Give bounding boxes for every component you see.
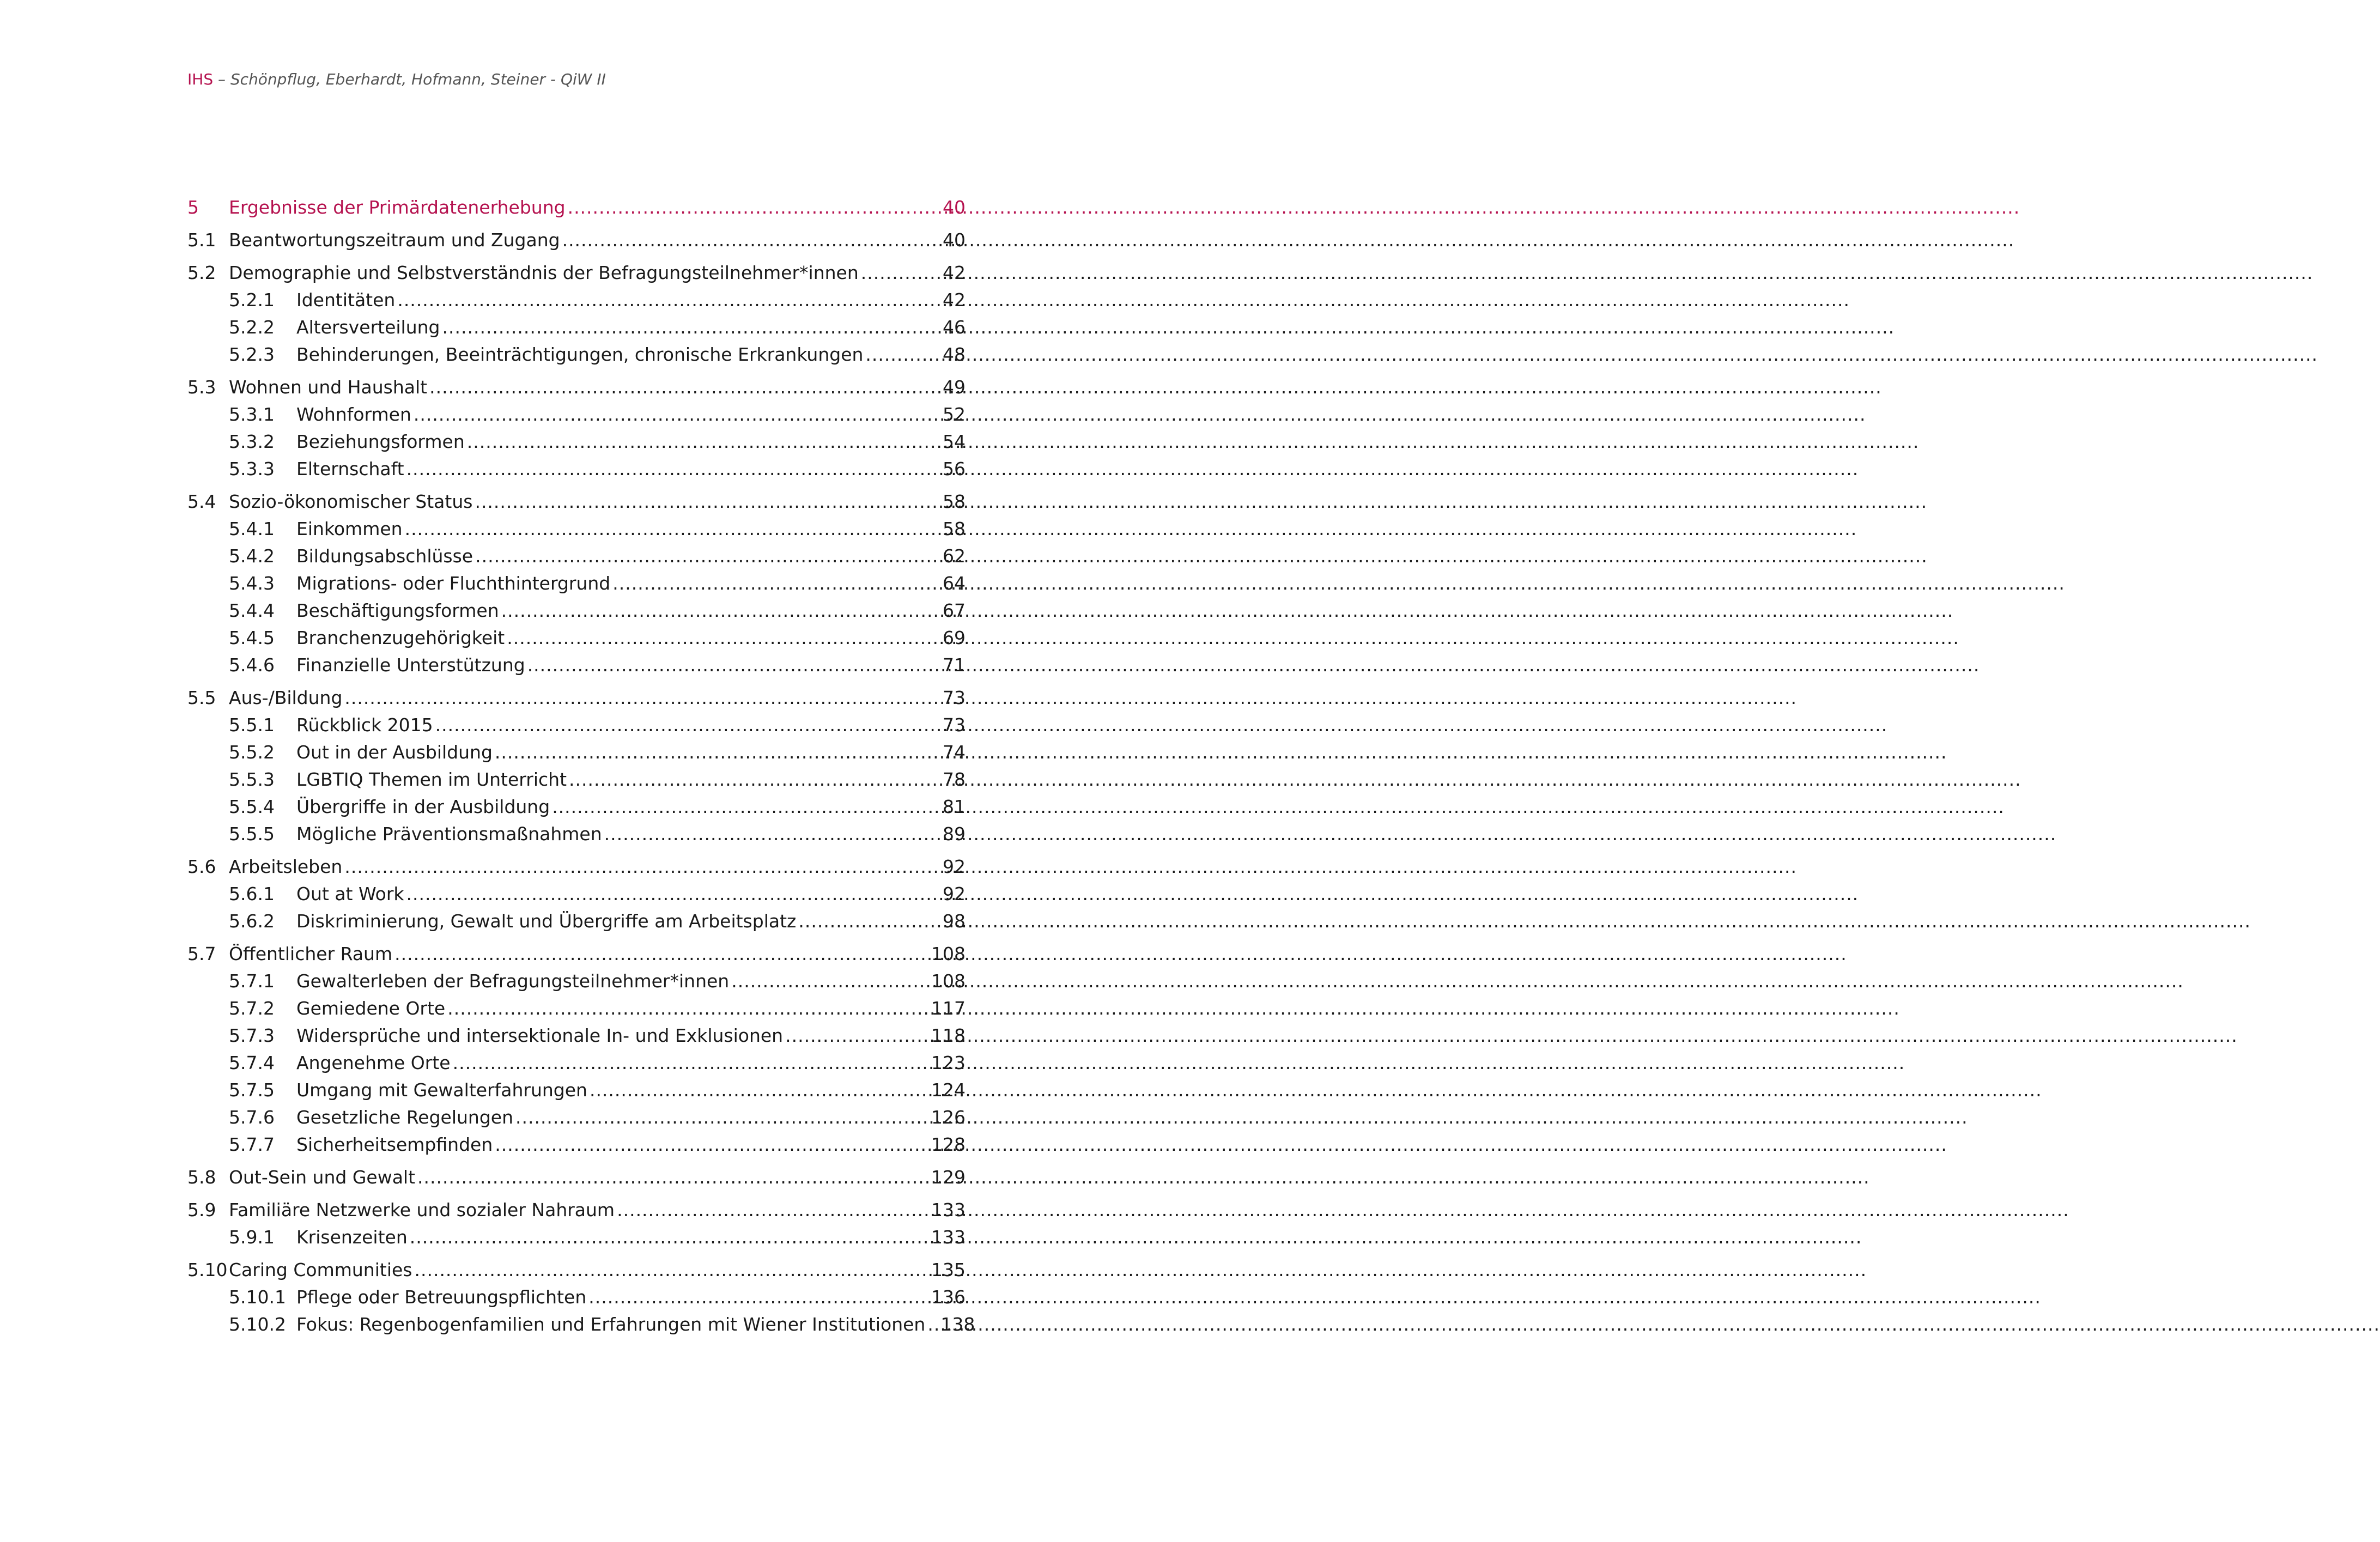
toc-entry-number: 5 <box>187 197 199 218</box>
toc-entry-page: 74 <box>943 742 966 763</box>
toc-entry-page: 48 <box>943 344 966 365</box>
toc-entry-page: 123 <box>931 1052 966 1073</box>
toc-entry-title: Rückblick 2015 <box>296 714 433 736</box>
toc-entry-number: 5.2.1 <box>229 289 275 311</box>
toc-entry[interactable] <box>187 712 966 739</box>
dot-leader <box>394 940 929 968</box>
toc-entry[interactable] <box>187 488 966 515</box>
toc-entry[interactable] <box>187 1164 966 1191</box>
toc-entry-number: 5.7.1 <box>229 970 275 992</box>
dot-leader <box>731 968 929 995</box>
toc-entry[interactable] <box>187 1224 966 1251</box>
toc-entry[interactable] <box>187 374 966 401</box>
table-of-contents <box>187 194 975 1338</box>
toc-entry-title: Öffentlicher Raum <box>229 943 393 964</box>
toc-entry-number: 5.9.1 <box>229 1227 275 1248</box>
dot-leader <box>405 515 940 543</box>
toc-entry-page: 92 <box>943 883 966 904</box>
toc-entry-page: 40 <box>943 197 966 218</box>
toc-entry[interactable] <box>187 194 966 221</box>
toc-entry[interactable] <box>187 995 966 1022</box>
toc-entry-number: 5.6 <box>187 856 216 877</box>
toc-entry-title: Übergriffe in der Ausbildung <box>296 796 550 817</box>
dot-leader <box>475 543 940 570</box>
toc-entry[interactable] <box>187 881 966 908</box>
toc-entry-page: 108 <box>931 943 966 964</box>
dot-leader <box>495 1131 929 1158</box>
toc-entry-page: 54 <box>943 431 966 452</box>
toc-entry-title: Finanzielle Unterstützung <box>296 654 525 676</box>
toc-entry-page: 98 <box>943 910 966 932</box>
toc-entry-number: 5.3.3 <box>229 458 275 479</box>
toc-entry[interactable] <box>187 739 966 766</box>
toc-entry[interactable] <box>187 940 966 968</box>
toc-entry-title: Migrations- oder Fluchthintergrund <box>296 573 611 594</box>
toc-entry-page: 108 <box>931 970 966 992</box>
dot-leader <box>569 766 940 793</box>
toc-entry-title: Mögliche Präventionsmaßnahmen <box>296 823 602 845</box>
toc-entry-title: Umgang mit Gewalterfahrungen <box>296 1079 587 1101</box>
toc-entry-number: 5.4.4 <box>229 600 275 621</box>
toc-entry-page: 40 <box>943 229 966 251</box>
toc-entry-number: 5.2.2 <box>229 317 275 338</box>
dot-leader <box>527 652 940 679</box>
header-org: IHS <box>187 70 214 88</box>
toc-entry-title: Wohnformen <box>296 404 411 425</box>
dot-leader <box>417 1164 929 1191</box>
toc-entry-page: 135 <box>931 1259 966 1280</box>
toc-entry-number: 5.7.6 <box>229 1107 275 1128</box>
toc-entry-number: 5.4.5 <box>229 627 275 648</box>
toc-entry-title: Pflege oder Betreuungspflichten <box>296 1286 587 1308</box>
toc-entry-page: 69 <box>943 627 966 648</box>
toc-entry-page: 133 <box>931 1199 966 1221</box>
toc-entry-title: Einkommen <box>296 518 403 539</box>
toc-entry-page: 52 <box>943 404 966 425</box>
toc-entry[interactable] <box>187 766 966 793</box>
toc-entry-title: Elternschaft <box>296 458 404 479</box>
dot-leader <box>798 908 940 935</box>
dot-leader <box>406 881 940 908</box>
dot-leader <box>861 259 940 287</box>
toc-entry-number: 5.3.2 <box>229 431 275 452</box>
dot-leader <box>604 821 940 848</box>
toc-entry[interactable] <box>187 1197 966 1224</box>
dot-leader <box>568 194 940 221</box>
toc-entry-number: 5.7 <box>187 943 216 964</box>
toc-entry[interactable] <box>187 287 966 314</box>
toc-entry-page: 73 <box>943 687 966 708</box>
toc-entry[interactable] <box>187 793 966 821</box>
toc-entry-page: 71 <box>943 654 966 676</box>
toc-entry-number: 5.3 <box>187 377 216 398</box>
toc-entry-title: Altersverteilung <box>296 317 440 338</box>
dot-leader <box>453 1049 929 1077</box>
toc-entry-number: 5.5.5 <box>229 823 275 845</box>
dot-leader <box>785 1022 929 1049</box>
toc-entry[interactable] <box>187 570 966 597</box>
toc-entry-number: 5.9 <box>187 1199 216 1221</box>
dot-leader <box>475 488 940 515</box>
dot-leader <box>588 1284 929 1311</box>
toc-entry-page: 56 <box>943 458 966 479</box>
toc-entry[interactable] <box>187 853 966 881</box>
toc-entry-page: 118 <box>931 1025 966 1046</box>
toc-entry-page: 64 <box>943 573 966 594</box>
toc-entry[interactable] <box>187 821 966 848</box>
toc-entry-title: Sozio-ökonomischer Status <box>229 491 473 512</box>
toc-entry[interactable] <box>187 597 966 624</box>
toc-entry-title: LGBTIQ Themen im Unterricht <box>296 769 567 790</box>
toc-entry[interactable] <box>187 1049 966 1077</box>
toc-entry-title: Widersprüche und intersektionale In- und Exklusionen <box>296 1025 784 1046</box>
toc-entry[interactable] <box>187 652 966 679</box>
toc-entry-title: Aus-/Bildung <box>229 687 343 708</box>
dot-leader <box>617 1197 929 1224</box>
dot-leader <box>865 341 940 368</box>
toc-entry-page: 81 <box>943 796 966 817</box>
toc-entry[interactable] <box>187 968 966 995</box>
toc-entry-page: 42 <box>943 262 966 283</box>
toc-entry-number: 5.5.3 <box>229 769 275 790</box>
toc-entry-page: 46 <box>943 317 966 338</box>
dot-leader <box>442 314 940 341</box>
dot-leader <box>447 995 929 1022</box>
dot-leader <box>612 570 940 597</box>
toc-entry-number: 5.1 <box>187 229 216 251</box>
toc-entry-title: Gesetzliche Regelungen <box>296 1107 513 1128</box>
toc-entry[interactable] <box>187 1022 966 1049</box>
toc-entry-title: Beantwortungszeitraum und Zugang <box>229 229 560 251</box>
toc-entry-number: 5.5 <box>187 687 216 708</box>
toc-entry[interactable] <box>187 1311 975 1338</box>
toc-entry-title: Caring Communities <box>229 1259 412 1280</box>
toc-entry-number: 5.5.4 <box>229 796 275 817</box>
toc-entry-title: Beschäftigungsformen <box>296 600 499 621</box>
toc-entry[interactable] <box>187 1284 966 1311</box>
toc-entry-page: 92 <box>943 856 966 877</box>
toc-entry-title: Beziehungsformen <box>296 431 465 452</box>
toc-entry-page: 89 <box>943 823 966 845</box>
toc-entry-number: 5.5.2 <box>229 742 275 763</box>
toc-entry-title: Fokus: Regenbogenfamilien und Erfahrungen mit Wiener Institutionen <box>296 1314 926 1335</box>
toc-entry-title: Angenehme Orte <box>296 1052 451 1073</box>
header-authors: – Schönpflug, Eberhardt, Hofmann, Steiner - QiW II <box>213 70 606 88</box>
dot-leader <box>344 853 940 881</box>
toc-entry-number: 5.8 <box>187 1167 216 1188</box>
running-header <box>187 70 606 89</box>
toc-entry-title: Identitäten <box>296 289 396 311</box>
dot-leader <box>397 287 940 314</box>
toc-entry-title: Ergebnisse der Primärdatenerhebung <box>229 197 566 218</box>
toc-entry-number: 5.3.1 <box>229 404 275 425</box>
toc-entry-title: Diskriminierung, Gewalt und Übergriffe am Arbeitsplatz <box>296 910 797 932</box>
dot-leader <box>515 1104 929 1131</box>
toc-entry[interactable] <box>187 1256 966 1284</box>
dot-leader <box>552 793 940 821</box>
toc-entry-page: 49 <box>943 377 966 398</box>
toc-entry-number: 5.2 <box>187 262 216 283</box>
toc-entry-title: Arbeitsleben <box>229 856 343 877</box>
dot-leader <box>467 428 940 456</box>
toc-entry[interactable] <box>187 543 966 570</box>
dot-leader <box>344 684 940 712</box>
toc-entry-page: 126 <box>931 1107 966 1128</box>
toc-entry-number: 5.2.3 <box>229 344 275 365</box>
toc-entry-title: Gemiedene Orte <box>296 998 446 1019</box>
dot-leader <box>414 1256 929 1284</box>
toc-entry[interactable] <box>187 908 966 935</box>
dot-leader <box>429 374 940 401</box>
toc-entry[interactable] <box>187 1131 966 1158</box>
toc-entry-number: 5.4 <box>187 491 216 512</box>
toc-entry-page: 58 <box>943 491 966 512</box>
toc-entry-number: 5.7.2 <box>229 998 275 1019</box>
toc-entry-number: 5.6.1 <box>229 883 275 904</box>
dot-leader <box>501 597 940 624</box>
toc-entry-number: 5.7.3 <box>229 1025 275 1046</box>
toc-entry-number: 5.4.2 <box>229 545 275 567</box>
dot-leader <box>507 624 940 652</box>
toc-entry[interactable] <box>187 456 966 483</box>
toc-entry[interactable] <box>187 515 966 543</box>
toc-entry-title: Demographie und Selbstverständnis der Befragungsteilnehmer*innen <box>229 262 859 283</box>
toc-entry[interactable] <box>187 684 966 712</box>
toc-entry[interactable] <box>187 401 966 428</box>
toc-entry-title: Out in der Ausbildung <box>296 742 493 763</box>
toc-entry-number: 5.7.7 <box>229 1134 275 1155</box>
toc-entry-page: 42 <box>943 289 966 311</box>
toc-entry-number: 5.10 <box>187 1259 228 1280</box>
toc-entry-number: 5.4.3 <box>229 573 275 594</box>
toc-entry-page: 128 <box>931 1134 966 1155</box>
toc-entry-number: 5.4.1 <box>229 518 275 539</box>
dot-leader <box>562 227 940 254</box>
dot-leader <box>410 1224 929 1251</box>
toc-entry-title: Krisenzeiten <box>296 1227 408 1248</box>
toc-entry-page: 58 <box>943 518 966 539</box>
dot-leader <box>414 401 940 428</box>
dot-leader <box>927 1311 938 1338</box>
toc-entry[interactable] <box>187 341 966 368</box>
toc-entry-number: 5.6.2 <box>229 910 275 932</box>
toc-entry-title: Branchenzugehörigkeit <box>296 627 505 648</box>
dot-leader <box>406 456 940 483</box>
toc-entry-number: 5.5.1 <box>229 714 275 736</box>
toc-entry-number: 5.7.4 <box>229 1052 275 1073</box>
toc-entry-page: 73 <box>943 714 966 736</box>
toc-entry-page: 138 <box>940 1314 975 1335</box>
dot-leader <box>495 739 940 766</box>
toc-entry-number: 5.7.5 <box>229 1079 275 1101</box>
toc-entry-title: Behinderungen, Beeinträchtigungen, chronische Erkrankungen <box>296 344 864 365</box>
toc-entry-title: Out at Work <box>296 883 404 904</box>
toc-entry[interactable] <box>187 227 966 254</box>
toc-entry[interactable] <box>187 314 966 341</box>
dot-leader <box>590 1077 929 1104</box>
toc-entry[interactable] <box>187 259 966 287</box>
toc-entry-number: 5.4.6 <box>229 654 275 676</box>
toc-entry-title: Gewalterleben der Befragungsteilnehmer*innen <box>296 970 730 992</box>
toc-entry-title: Sicherheitsempfinden <box>296 1134 493 1155</box>
toc-entry-page: 129 <box>931 1167 966 1188</box>
toc-entry-page: 136 <box>931 1286 966 1308</box>
toc-entry-title: Familiäre Netzwerke und sozialer Nahraum <box>229 1199 615 1221</box>
toc-entry[interactable] <box>187 1104 966 1131</box>
toc-entry-number: 5.10.1 <box>229 1286 286 1308</box>
toc-entry-title: Wohnen und Haushalt <box>229 377 428 398</box>
toc-entry[interactable] <box>187 624 966 652</box>
toc-entry-page: 124 <box>931 1079 966 1101</box>
toc-entry-title: Bildungsabschlüsse <box>296 545 473 567</box>
toc-entry-page: 133 <box>931 1227 966 1248</box>
toc-entry-title: Out-Sein und Gewalt <box>229 1167 416 1188</box>
toc-entry-page: 67 <box>943 600 966 621</box>
toc-entry-page: 117 <box>931 998 966 1019</box>
dot-leader <box>435 712 940 739</box>
toc-entry-page: 78 <box>943 769 966 790</box>
toc-entry[interactable] <box>187 1077 966 1104</box>
toc-entry-page: 62 <box>943 545 966 567</box>
toc-entry[interactable] <box>187 428 966 456</box>
toc-entry-number: 5.10.2 <box>229 1314 286 1335</box>
